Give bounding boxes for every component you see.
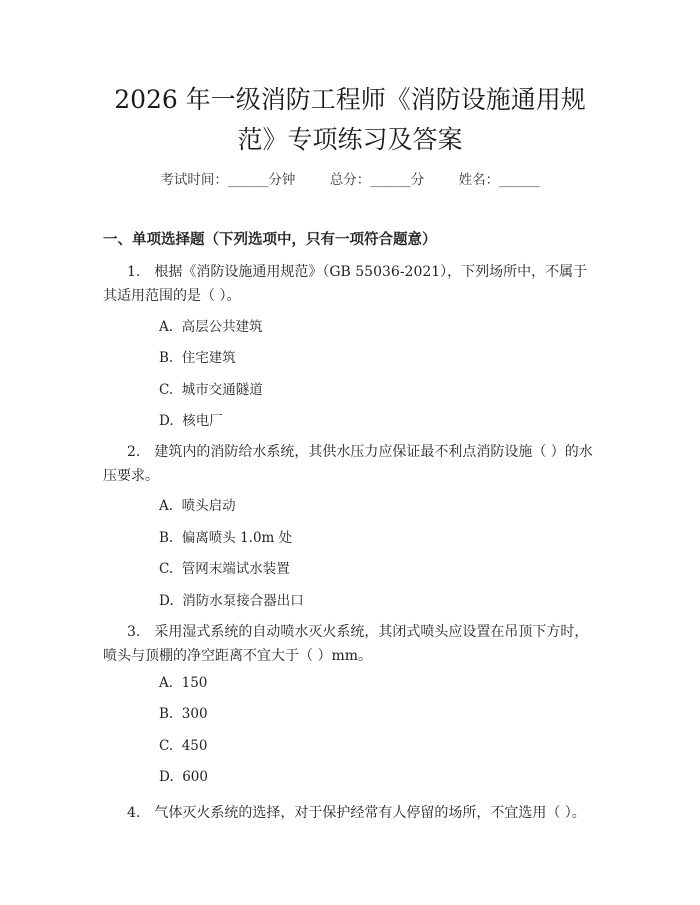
exam-name: 姓名：______ bbox=[458, 172, 540, 188]
document-title-line-2: 范》专项练习及答案 bbox=[237, 125, 463, 154]
question-2-option-b: B. 偏离喷头 1.0m 处 bbox=[159, 530, 293, 546]
question-4: 4. 气体灭火系统的选择，对于保护经常有人停留的场所，不宜选用（ ）。 bbox=[127, 805, 586, 821]
exam-meta bbox=[0, 168, 700, 188]
question-3-option-a: A. 150 bbox=[159, 675, 208, 691]
exam-time: 考试时间：______分钟 bbox=[160, 172, 296, 188]
question-3-option-d: D. 600 bbox=[159, 769, 208, 785]
question-3: 3. 采用湿式系统的自动喷水灭火系统，其闭式喷头应设置在吊顶下方时，喷头与顶棚的净空距离不宜大于（ ）mm。 bbox=[103, 624, 589, 664]
section-heading: 一、单项选择题（下列选项中，只有一项符合题意） bbox=[103, 232, 437, 248]
question-3-option-b: B. 300 bbox=[159, 706, 208, 722]
question-1-option-a: A. 高层公共建筑 bbox=[159, 319, 263, 335]
question-1-option-d: D. 核电厂 bbox=[159, 413, 223, 429]
question-1: 1. 根据《消防设施通用规范》（GB 55036-2021），下列场所中，不属于其适用范围的是（ ）。 bbox=[103, 264, 588, 304]
question-2: 2. 建筑内的消防给水系统，其供水压力应保证最不利点消防设施（ ）的水压要求。 bbox=[103, 444, 593, 484]
question-2-option-c: C. 管网末端试水装置 bbox=[159, 561, 290, 577]
question-3-option-c: C. 450 bbox=[159, 738, 208, 754]
question-1-option-b: B. 住宅建筑 bbox=[159, 350, 236, 366]
question-2-option-a: A. 喷头启动 bbox=[159, 498, 236, 514]
question-2-option-d: D. 消防水泵接合器出口 bbox=[159, 593, 304, 609]
exam-score: 总分：______分 bbox=[329, 172, 425, 188]
question-1-option-c: C. 城市交通隧道 bbox=[159, 382, 263, 398]
document-title-line-1: 2026 年一级消防工程师《消防设施通用规 bbox=[114, 85, 586, 114]
